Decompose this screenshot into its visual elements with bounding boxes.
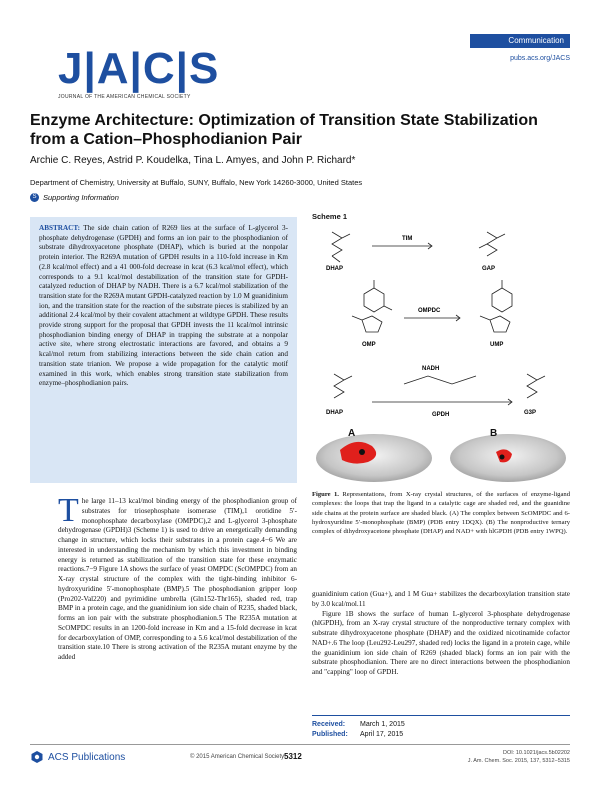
figure-1-image <box>312 426 570 484</box>
received-date: March 1, 2015 <box>360 721 405 728</box>
scheme-1-diagram <box>312 224 570 424</box>
dates-divider <box>312 715 570 716</box>
journal-citation: J. Am. Chem. Soc. 2015, 137, 5312−5315 <box>467 757 570 764</box>
body-paragraph-3: Figure 1B shows the surface of human L-glycerol 3-phosphate dehydrogenase (hlGPDH), from an X-ray crystal structure of the nonproductive ternary complex with substrate dihydroxyacetone phosphate (DHAP) and the oxidized nicotinamide cofactor NAD+.6 The loop (Leu292-Leu297, shaded red) locks the ligand in a protein cage, while the guanidinium ion side chain of R269 (shaded black) forms an ion pair with the substrate phosphodianion. There are no direct interactions between the phosphodianion and "capping" loop of GPDH. <box>312 609 570 676</box>
compound-label-gap: GAP <box>482 266 496 272</box>
page-number: 5312 <box>284 752 302 761</box>
supporting-info-icon: S <box>30 193 39 202</box>
logo-subtitle: JOURNAL OF THE AMERICAN CHEMICAL SOCIETY <box>58 94 191 100</box>
figure-1a-label: A <box>348 428 356 439</box>
figure-1a-panel <box>316 428 432 482</box>
enzyme-label-tim: TIM <box>402 236 413 242</box>
enzyme-label-gpdh: GPDH <box>432 412 450 418</box>
body-text-left <box>58 492 297 663</box>
body-paragraph-1: he large 11–13 kcal/mol binding energy of the phosphodianion group of substrates for triosephosphate isomerase (TIM),1 orotidine 5′-monophosphate decarboxylase (OMPDC),2 and L-glycerol 3-phosphate dehydrogenase (GPDH)3 (Scheme 1) is used to drive an energetically demanding change in structure, which locks their substrates in a protein cage.4−6 We are interested in understanding the mechanism by which this investment in binding energy is returned as stabilization of the transition state for these enzymatic reactions.7−9 Figure 1A shows the surface of yeast OMPDC (ScOMPDC) from an X-ray crystal structure of the complex with the tight-binding inhibitor 6-hydroxyuridine 5′-monophosphate (BMP).5 The phosphodianion gripper loop (Pro202-Val220) and pyrimidine umbrella (Gln152-Thr165), shaded red, trap BMP in a protein cage, and the guanidinium ion side chain of R235, shaded black, forms an ion pair with the substrate phosphodianion.5 The R235A mutation at ScOMPDC results in an 1200-fold increase in Km and a 15-fold decrease in kcat for decarboxylation of OMP, corresponding to a 5.6 kcal/mol destabilization of the transition state.10 There is strong activation of the R235A mutant enzyme by the added <box>58 497 297 661</box>
gap-structure <box>479 232 505 256</box>
drop-cap: T <box>58 492 79 529</box>
omp-ribose <box>352 316 382 332</box>
figure-1b-label: B <box>490 428 498 439</box>
dhap-structure <box>332 232 350 262</box>
omp-pyrimidine <box>364 280 392 312</box>
doi-link[interactable]: DOI: 10.1021/jacs.5b02202 <box>503 750 570 756</box>
footer-divider <box>30 744 570 745</box>
figure-caption-label: Figure 1. <box>312 491 339 498</box>
publication-dates <box>312 720 570 740</box>
copyright: © 2015 American Chemical Society <box>190 754 285 760</box>
received-label: Received: <box>312 721 346 728</box>
nadh-structure <box>404 376 476 384</box>
supporting-info-link[interactable] <box>30 193 119 202</box>
affiliation: Department of Chemistry, University at Buffalo, SUNY, Buffalo, New York 14260-3000, United States <box>30 178 363 187</box>
acs-publications-label: ACS Publications <box>48 751 126 763</box>
acs-publications-logo[interactable] <box>30 750 125 764</box>
published-label: Published: <box>312 731 348 738</box>
dhap2-structure <box>334 374 352 398</box>
author-list: Archie C. Reyes, Astrid P. Koudelka, Tina L. Amyes, and John P. Richard* <box>30 155 356 166</box>
abstract-text: The side chain cation of R269 lies at the surface of L-glycerol 3-phosphate dehydrogenase (GPDH) and forms an ion pair to the phosphodianion of substrate dihydroxyacetone phosphate (DHAP), which is buried at the nonpolar protein interior. The R269A mutation of GPDH results in a 110-fold increase in Km (2.8 kcal/mol effect) and a 41 000-fold decrease in kcat (6.3 kcal/mol effect), which corresponds to a 9.1 kcal/mol destabilization of the transition state for GPDH-catalyzed reduction of DHAP by NADH. There is a 6.7 kcal/mol stabilization of the transition state for the R269A mutant GPDH-catalyzed reaction by 1.0 M guanidinium ion, and the transition state for the reaction of the substrate pieces is stabilized by an additional 2.4 kcal/mol by their covalent attachment at wildtype GPDH. These results provide strong support for the proposal that GPDH invests the 11 kcal/mol intrinsic phosphodianion binding energy of DHAP in trapping the substrate at a nonpolar active site, where strong electrostatic interactions are favored, and obtains a 9 kcal/mol return from stabilizing interactions between the side chain cation and transition state trianion. We propose a wide propagation for the catalytic motif examined in this work, which enables strong transition state stabilization from enzyme–phosphodianion pairs. <box>39 224 288 388</box>
logo-letters: J|A|C|S <box>58 44 220 93</box>
compound-label-g3p: G3P <box>524 410 537 416</box>
journal-url-link[interactable]: pubs.acs.org/JACS <box>510 55 570 62</box>
published-date: April 17, 2015 <box>360 731 404 738</box>
body-text-right <box>312 590 570 678</box>
figure-1b-panel <box>450 428 566 482</box>
article-type-badge: Communication <box>470 34 570 48</box>
abstract-label: ABSTRACT: <box>39 224 81 232</box>
doi-citation <box>420 750 570 765</box>
r235-side-chain <box>359 449 365 455</box>
abstract-box <box>30 217 297 483</box>
compound-label-dhap: DHAP <box>326 266 344 272</box>
compound-label-ump: UMP <box>490 342 504 348</box>
ump-pyrimidine <box>492 280 512 312</box>
cofactor-label-nadh: NADH <box>422 366 440 372</box>
journal-logo <box>58 44 228 102</box>
acs-hexagon-icon <box>30 750 44 764</box>
body-paragraph-2: guanidinium cation (Gua+), and 1 M Gua+ stabilizes the decarboxylation transition state by 3.0 kcal/mol.11 <box>312 590 570 608</box>
compound-label-dhap-2: DHAP <box>326 410 344 416</box>
ump-ribose <box>480 316 510 332</box>
enzyme-label-ompdc: OMPDC <box>418 308 441 314</box>
figure-caption-text: Representations, from X-ray crystal structures, of the surfaces of enzyme-ligand complexes: the loops that trap the ligand in a catalytic cage are shaded red, and the guanidine side chains at the protein surface are shaded black. (A) The complex between ScOMPDC and 6-hydroxyuridine 5′-monophosphate (BMP) (PDB entry 1DQX). (B) The nonproductive ternary complex of dihydroxyacetone phosphate (DHAP) and NAD+ with hlGPDH (PDB entry 1WPQ). <box>312 491 571 536</box>
article-title: Enzyme Architecture: Optimization of Transition State Stabilization from a Cation–Phosphodianion Pair <box>30 112 538 148</box>
g3p-structure <box>527 374 545 398</box>
supporting-info-label: Supporting Information <box>43 193 119 202</box>
scheme-label: Scheme 1 <box>312 212 348 221</box>
figure-1-caption <box>312 490 570 536</box>
r269-side-chain <box>500 455 505 460</box>
compound-label-omp: OMP <box>362 342 376 348</box>
